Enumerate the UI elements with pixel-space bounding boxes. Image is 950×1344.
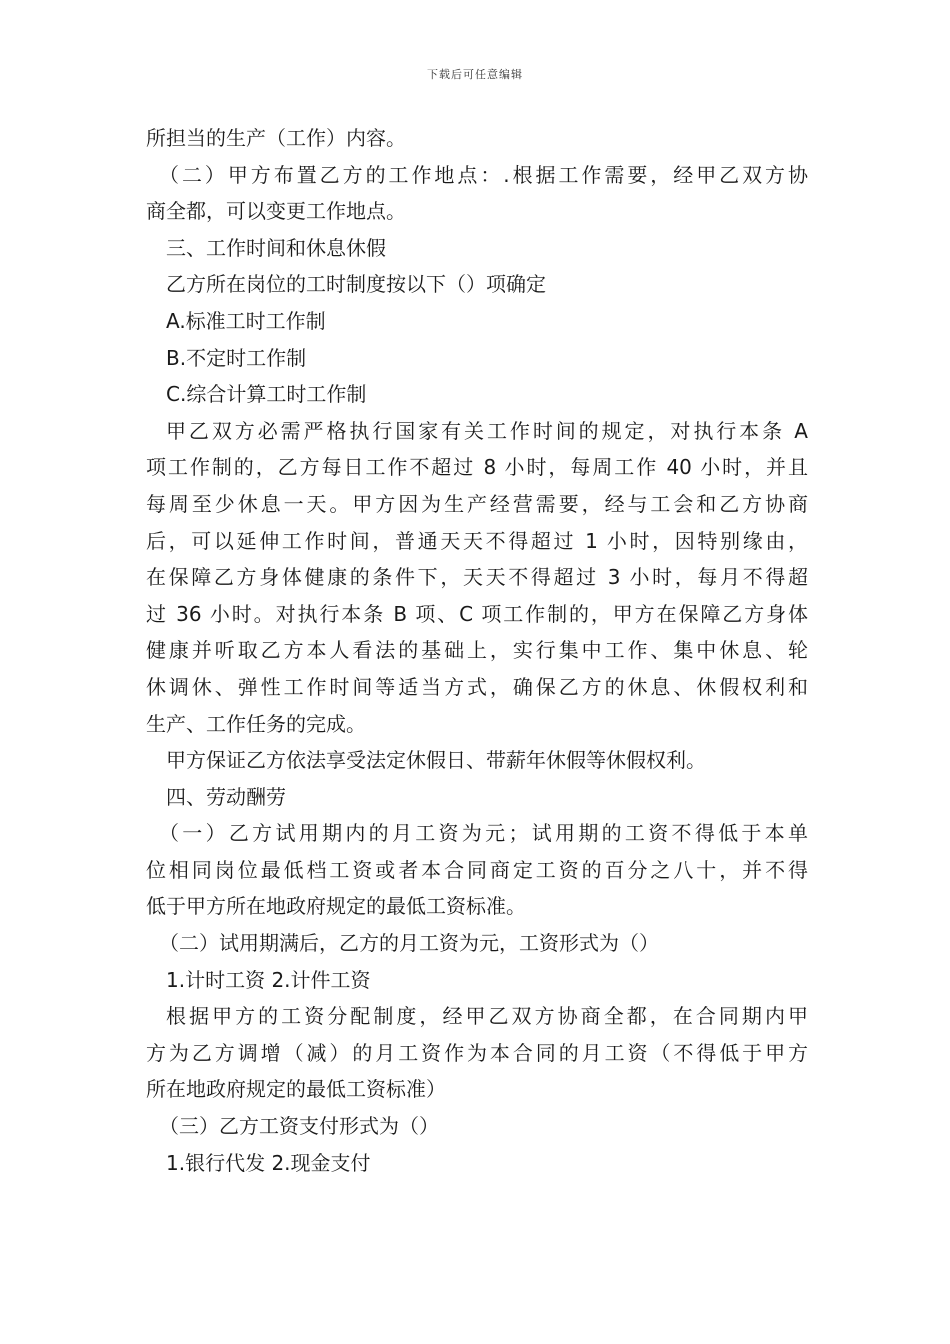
paragraph-line: 休调休、弹性工作时间等适当方式，确保乙方的休息、休假权利和 — [146, 674, 808, 699]
paragraph-line: 商全都，可以变更工作地点。 — [146, 199, 406, 224]
paragraph-line: 方为乙方调增（减）的月工资作为本合同的月工资（不得低于甲方 — [146, 1040, 808, 1065]
paragraph-line: 甲方保证乙方依法享受法定休假日、带薪年休假等休假权利。 — [166, 748, 706, 773]
option-item: C.综合计算工时工作制 — [166, 382, 367, 407]
document-body — [146, 120, 808, 1181]
paragraph-line: （三）乙方工资支付形式为（） — [159, 1114, 439, 1139]
paragraph-line: 后，可以延伸工作时间，普通天天不得超过 1 小时，因特别缘由， — [146, 528, 808, 553]
paragraph-line: 所在地政府规定的最低工资标准） — [146, 1077, 446, 1102]
paragraph-line: （二）试用期满后，乙方的月工资为元，工资形式为（） — [159, 931, 659, 956]
paragraph-line: 项工作制的，乙方每日工作不超过 8 小时，每周工作 40 小时，并且 — [146, 455, 808, 480]
paragraph-line: 所担当的生产（工作）内容。 — [146, 126, 406, 150]
paragraph-line: 位相同岗位最低档工资或者本合同商定工资的百分之八十，并不得 — [146, 857, 808, 882]
page-header: 下载后可任意编辑 — [427, 68, 523, 81]
paragraph-line: 生产、工作任务的完成。 — [146, 711, 366, 736]
paragraph-line: 根据甲方的工资分配制度，经甲乙双方协商全都，在合同期内甲 — [166, 1004, 808, 1029]
paragraph-line: 乙方所在岗位的工时制度按以下（）项确定 — [166, 272, 546, 297]
paragraph-line: 过 36 小时。对执行本条 B 项、C 项工作制的，甲方在保障乙方身体 — [146, 601, 808, 626]
option-item: 1.银行代发 2.现金支付 — [166, 1150, 371, 1175]
section-heading: 三、工作时间和休息休假 — [166, 235, 386, 260]
option-item: 1.计时工资 2.计件工资 — [166, 967, 371, 992]
paragraph-line: 健康并听取乙方本人看法的基础上，实行集中工作、集中休息、轮 — [146, 638, 808, 663]
section-heading: 四、劳动酬劳 — [166, 784, 286, 809]
option-item: B.不定时工作制 — [166, 345, 307, 370]
paragraph-line: 甲乙双方必需严格执行国家有关工作时间的规定，对执行本条 A — [166, 418, 808, 443]
paragraph-line: 每周至少休息一天。甲方因为生产经营需要，经与工会和乙方协商 — [146, 491, 808, 516]
paragraph-line: 低于甲方所在地政府规定的最低工资标准。 — [146, 894, 526, 919]
paragraph-line: （一）乙方试用期内的月工资为元；试用期的工资不得低于本单 — [159, 821, 808, 846]
option-item: A.标准工时工作制 — [166, 308, 326, 333]
paragraph-line: 在保障乙方身体健康的条件下，天天不得超过 3 小时，每月不得超 — [146, 565, 808, 590]
paragraph-line: （二）甲方布置乙方的工作地点：.根据工作需要，经甲乙双方协 — [159, 162, 808, 187]
